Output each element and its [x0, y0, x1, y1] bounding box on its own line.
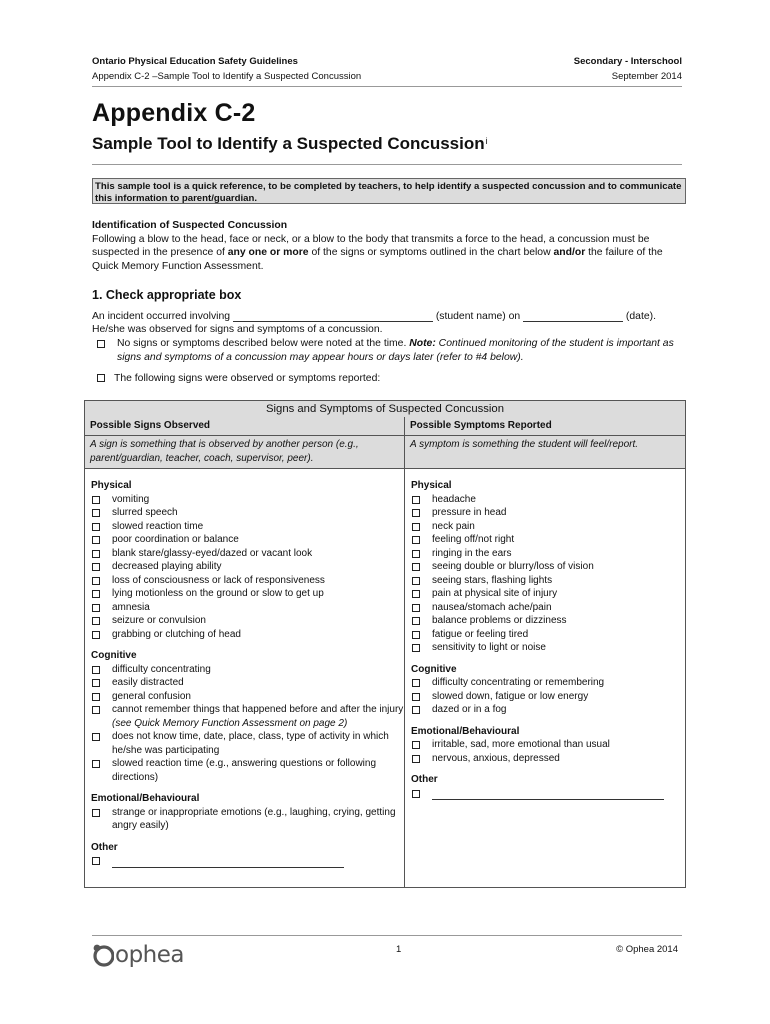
- page-number: 1: [396, 944, 402, 955]
- checkbox[interactable]: [92, 617, 100, 625]
- incident-date-field[interactable]: [523, 321, 623, 322]
- copyright: © Ophea 2014: [616, 944, 678, 955]
- identification-section: [92, 219, 692, 273]
- list-item: nervous, anxious, depressed: [411, 752, 685, 766]
- list-item: dazed or in a fog: [411, 703, 685, 717]
- running-header: [92, 56, 682, 67]
- checkbox[interactable]: [92, 666, 100, 674]
- symptoms-column: [405, 469, 685, 887]
- checkbox[interactable]: [412, 496, 420, 504]
- intro-box: This sample tool is a quick reference, to be completed by teachers, to help identify a suspected concussion and to communicate this information to parent/guardian.: [92, 178, 686, 204]
- list-item: neck pain: [411, 520, 685, 534]
- list-item: fatigue or feeling tired: [411, 628, 685, 642]
- page-subtitle: [92, 134, 488, 154]
- checkbox[interactable]: [412, 563, 420, 571]
- list-item: seeing double or blurry/loss of vision: [411, 560, 685, 574]
- running-subheader: [92, 71, 682, 82]
- signs-column-header: Possible Signs Observed A sign is something that is observed by another person (e.g., parent/guardian, teacher, coach, supervisor, peer).: [85, 417, 405, 469]
- checkbox[interactable]: [92, 760, 100, 768]
- list-item: balance problems or dizziness: [411, 614, 685, 628]
- list-item: lying motionless on the ground or slow to get up: [91, 587, 404, 601]
- list-item: feeling off/not right: [411, 533, 685, 547]
- page-title: Appendix C-2: [92, 99, 256, 127]
- table-title: Signs and Symptoms of Suspected Concussion: [85, 401, 685, 418]
- checkbox[interactable]: [412, 693, 420, 701]
- checkbox[interactable]: [412, 644, 420, 652]
- list-item: decreased playing ability: [91, 560, 404, 574]
- list-item: does not know time, date, place, class, type of activity in which he/she was participating: [91, 730, 404, 757]
- symptoms-cognitive-heading: Cognitive: [411, 663, 457, 675]
- list-item: sensitivity to light or noise: [411, 641, 685, 655]
- ophea-logo: [92, 942, 184, 968]
- signs-other-item: [91, 854, 404, 868]
- symptoms-other-heading: Other: [411, 774, 438, 785]
- symptoms-column-header: Possible Symptoms Reported A symptom is something the student will feel/report.: [405, 417, 685, 469]
- list-item: pressure in head: [411, 506, 685, 520]
- list-item: amnesia: [91, 601, 404, 615]
- checkbox[interactable]: [92, 536, 100, 544]
- symptoms-emotional-heading: Emotional/Behavioural: [411, 725, 520, 737]
- symptoms-other-item: [411, 787, 685, 801]
- header-divider: [92, 86, 682, 87]
- list-item: cannot remember things that happened before and after the injury (see Quick Memory Function Assessment on page 2): [91, 703, 404, 730]
- checkbox[interactable]: [92, 631, 100, 639]
- checkbox[interactable]: [412, 755, 420, 763]
- checkbox[interactable]: [92, 809, 100, 817]
- checkbox[interactable]: [412, 679, 420, 687]
- checkbox[interactable]: [412, 577, 420, 585]
- list-item: slurred speech: [91, 506, 404, 520]
- checkbox[interactable]: [92, 857, 100, 865]
- list-item: pain at physical site of injury: [411, 587, 685, 601]
- signs-other-field[interactable]: [112, 857, 344, 868]
- checkbox[interactable]: [92, 523, 100, 531]
- list-item: seeing stars, flashing lights: [411, 574, 685, 588]
- ophea-logo-icon: [92, 943, 114, 967]
- header-org: Ontario Physical Education Safety Guidelines: [92, 56, 298, 67]
- checkbox[interactable]: [92, 693, 100, 701]
- list-item: blank stare/glassy-eyed/dazed or vacant look: [91, 547, 404, 561]
- checkbox[interactable]: [92, 590, 100, 598]
- list-item: nausea/stomach ache/pain: [411, 601, 685, 615]
- list-item: seizure or convulsion: [91, 614, 404, 628]
- incident-line: An incident occurred involving (student name) on (date).: [92, 311, 656, 322]
- list-item: poor coordination or balance: [91, 533, 404, 547]
- checkbox[interactable]: [92, 577, 100, 585]
- checkbox[interactable]: [92, 509, 100, 517]
- checkbox[interactable]: [92, 550, 100, 558]
- checkbox[interactable]: [92, 563, 100, 571]
- list-item: slowed reaction time: [91, 520, 404, 534]
- signs-column: [85, 469, 405, 887]
- list-item: general confusion: [91, 690, 404, 704]
- signs-other-heading: Other: [91, 841, 118, 853]
- identification-text: Following a blow to the head, face or neck, or a blow to the body that transmits a force to the head, a concussion must be suspected in the presence of any one or more of the signs or symptoms outlined in the chart below and/or the failure of the Quick Memory Function Assessment.: [92, 233, 663, 272]
- option-signs-observed: The following signs were observed or symptoms reported:: [95, 373, 380, 384]
- checkbox[interactable]: [92, 706, 100, 714]
- header-date: September 2014: [611, 71, 682, 82]
- subtitle-text: Sample Tool to Identify a Suspected Concussion: [92, 134, 485, 153]
- list-item: easily distracted: [91, 676, 404, 690]
- checkbox[interactable]: [412, 741, 420, 749]
- list-item: strange or inappropriate emotions (e.g., laughing, crying, getting angry easily): [91, 806, 404, 833]
- checkbox[interactable]: [92, 733, 100, 741]
- no-signs-checkbox[interactable]: [97, 340, 105, 348]
- checkbox[interactable]: [412, 536, 420, 544]
- checkbox[interactable]: [92, 604, 100, 612]
- signs-emotional-heading: Emotional/Behavioural: [91, 793, 200, 804]
- signs-observed-checkbox[interactable]: [97, 374, 105, 382]
- header-appendix-line: Appendix C-2 –Sample Tool to Identify a Suspected Concussion: [92, 71, 362, 82]
- symptoms-other-field[interactable]: [432, 789, 664, 800]
- symptoms-physical-heading: Physical: [411, 480, 452, 491]
- checkbox[interactable]: [412, 550, 420, 558]
- subtitle-divider: [92, 164, 682, 165]
- list-item: difficulty concentrating or remembering: [411, 676, 685, 690]
- identification-heading: Identification of Suspected Concussion: [92, 220, 288, 231]
- checkbox[interactable]: [412, 604, 420, 612]
- observed-line: He/she was observed for signs and symptoms of a concussion.: [92, 324, 383, 335]
- signs-cognitive-heading: Cognitive: [91, 650, 137, 661]
- student-name-field[interactable]: [233, 321, 433, 322]
- list-item: headache: [411, 493, 685, 507]
- signs-physical-heading: Physical: [91, 480, 132, 491]
- list-item: loss of consciousness or lack of responsiveness: [91, 574, 404, 588]
- checkbox[interactable]: [412, 523, 420, 531]
- option-no-signs: No signs or symptoms described below were noted at the time. Note: Continued monitoring of the student is important as signs and symptoms of a concussion may appear hours or days later (refer to #4 below).: [95, 337, 685, 364]
- checkbox[interactable]: [412, 590, 420, 598]
- list-item: vomiting: [91, 493, 404, 507]
- checkbox[interactable]: [412, 509, 420, 517]
- list-item: difficulty concentrating: [91, 663, 404, 677]
- header-level: Secondary - Interschool: [573, 56, 682, 67]
- subtitle-footnote-marker: i: [485, 136, 488, 146]
- checkbox[interactable]: [412, 631, 420, 639]
- checkbox[interactable]: [412, 617, 420, 625]
- checkbox[interactable]: [92, 496, 100, 504]
- list-item: ringing in the ears: [411, 547, 685, 561]
- checkbox[interactable]: [92, 679, 100, 687]
- list-item: grabbing or clutching of head: [91, 628, 404, 642]
- checkbox[interactable]: [412, 706, 420, 714]
- list-item: slowed down, fatigue or low energy: [411, 690, 685, 704]
- ophea-logo-text: ophea: [115, 942, 184, 968]
- list-item: irritable, sad, more emotional than usual: [411, 738, 685, 752]
- footer-divider: [92, 935, 682, 936]
- signs-symptoms-table: [84, 400, 686, 888]
- list-item: slowed reaction time (e.g., answering questions or following directions): [91, 757, 404, 784]
- section1-heading: 1. Check appropriate box: [92, 288, 242, 302]
- checkbox[interactable]: [412, 790, 420, 798]
